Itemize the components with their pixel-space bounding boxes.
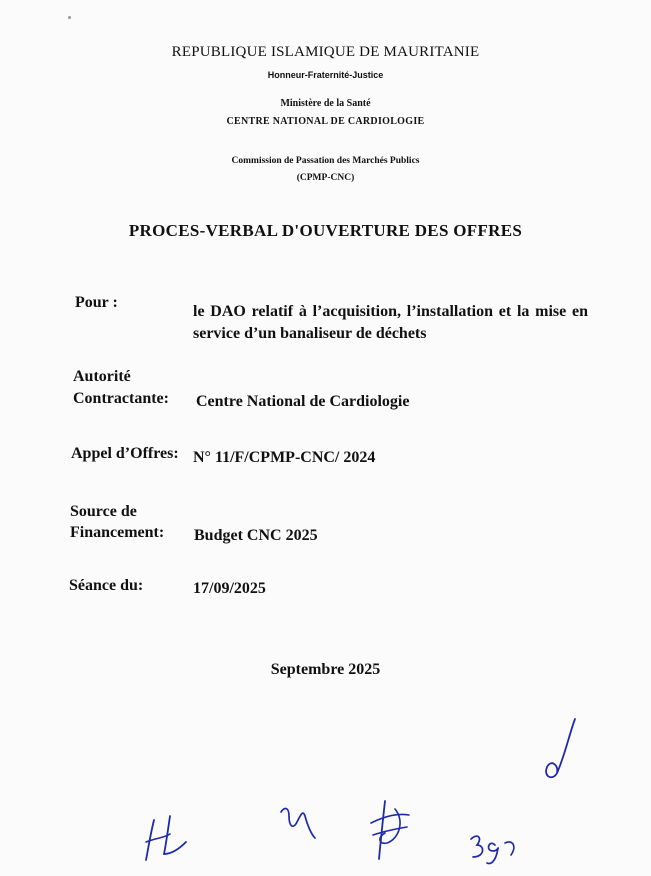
seance-value: 17/09/2025 — [193, 580, 266, 597]
country-heading: REPUBLIQUE ISLAMIQUE DE MAURITANIE — [171, 44, 480, 60]
appel-value: N° 11/F/CPMP-CNC/ 2024 — [193, 449, 376, 466]
source-label-line1: Source de — [70, 503, 137, 520]
scan-speck — [68, 16, 71, 19]
commission-abbr: (CPMP-CNC) — [296, 173, 355, 183]
signature-4 — [365, 795, 415, 865]
autorite-value: Centre National de Cardiologie — [196, 393, 410, 410]
autorite-label-line2: Contractante: — [73, 390, 169, 407]
source-value: Budget CNC 2025 — [194, 527, 318, 544]
footer-date: Septembre 2025 — [270, 661, 381, 678]
appel-label: Appel d’Offres: — [71, 445, 179, 462]
signature-1 — [535, 715, 585, 785]
document-title: PROCES-VERBAL D'OUVERTURE DES OFFRES — [128, 221, 523, 240]
commission: Commission de Passation des Marchés Publics — [231, 156, 420, 166]
pour-value: le DAO relatif à l’acquisition, l’installation et la mise en service d’un banaliseur de déchets — [193, 303, 588, 342]
centre-name: CENTRE NATIONAL DE CARDIOLOGIE — [226, 116, 425, 127]
source-label-line2: Financement: — [70, 524, 165, 541]
pour-label: Pour : — [75, 294, 118, 311]
signature-3 — [275, 800, 325, 845]
ministry: Ministère de la Santé — [280, 98, 371, 109]
seance-label: Séance du: — [69, 577, 144, 594]
motto: Honneur-Fraternité-Justice — [267, 70, 384, 80]
signature-2 — [140, 808, 200, 868]
signature-5 — [465, 825, 525, 870]
autorite-label-line1: Autorité — [73, 368, 131, 385]
